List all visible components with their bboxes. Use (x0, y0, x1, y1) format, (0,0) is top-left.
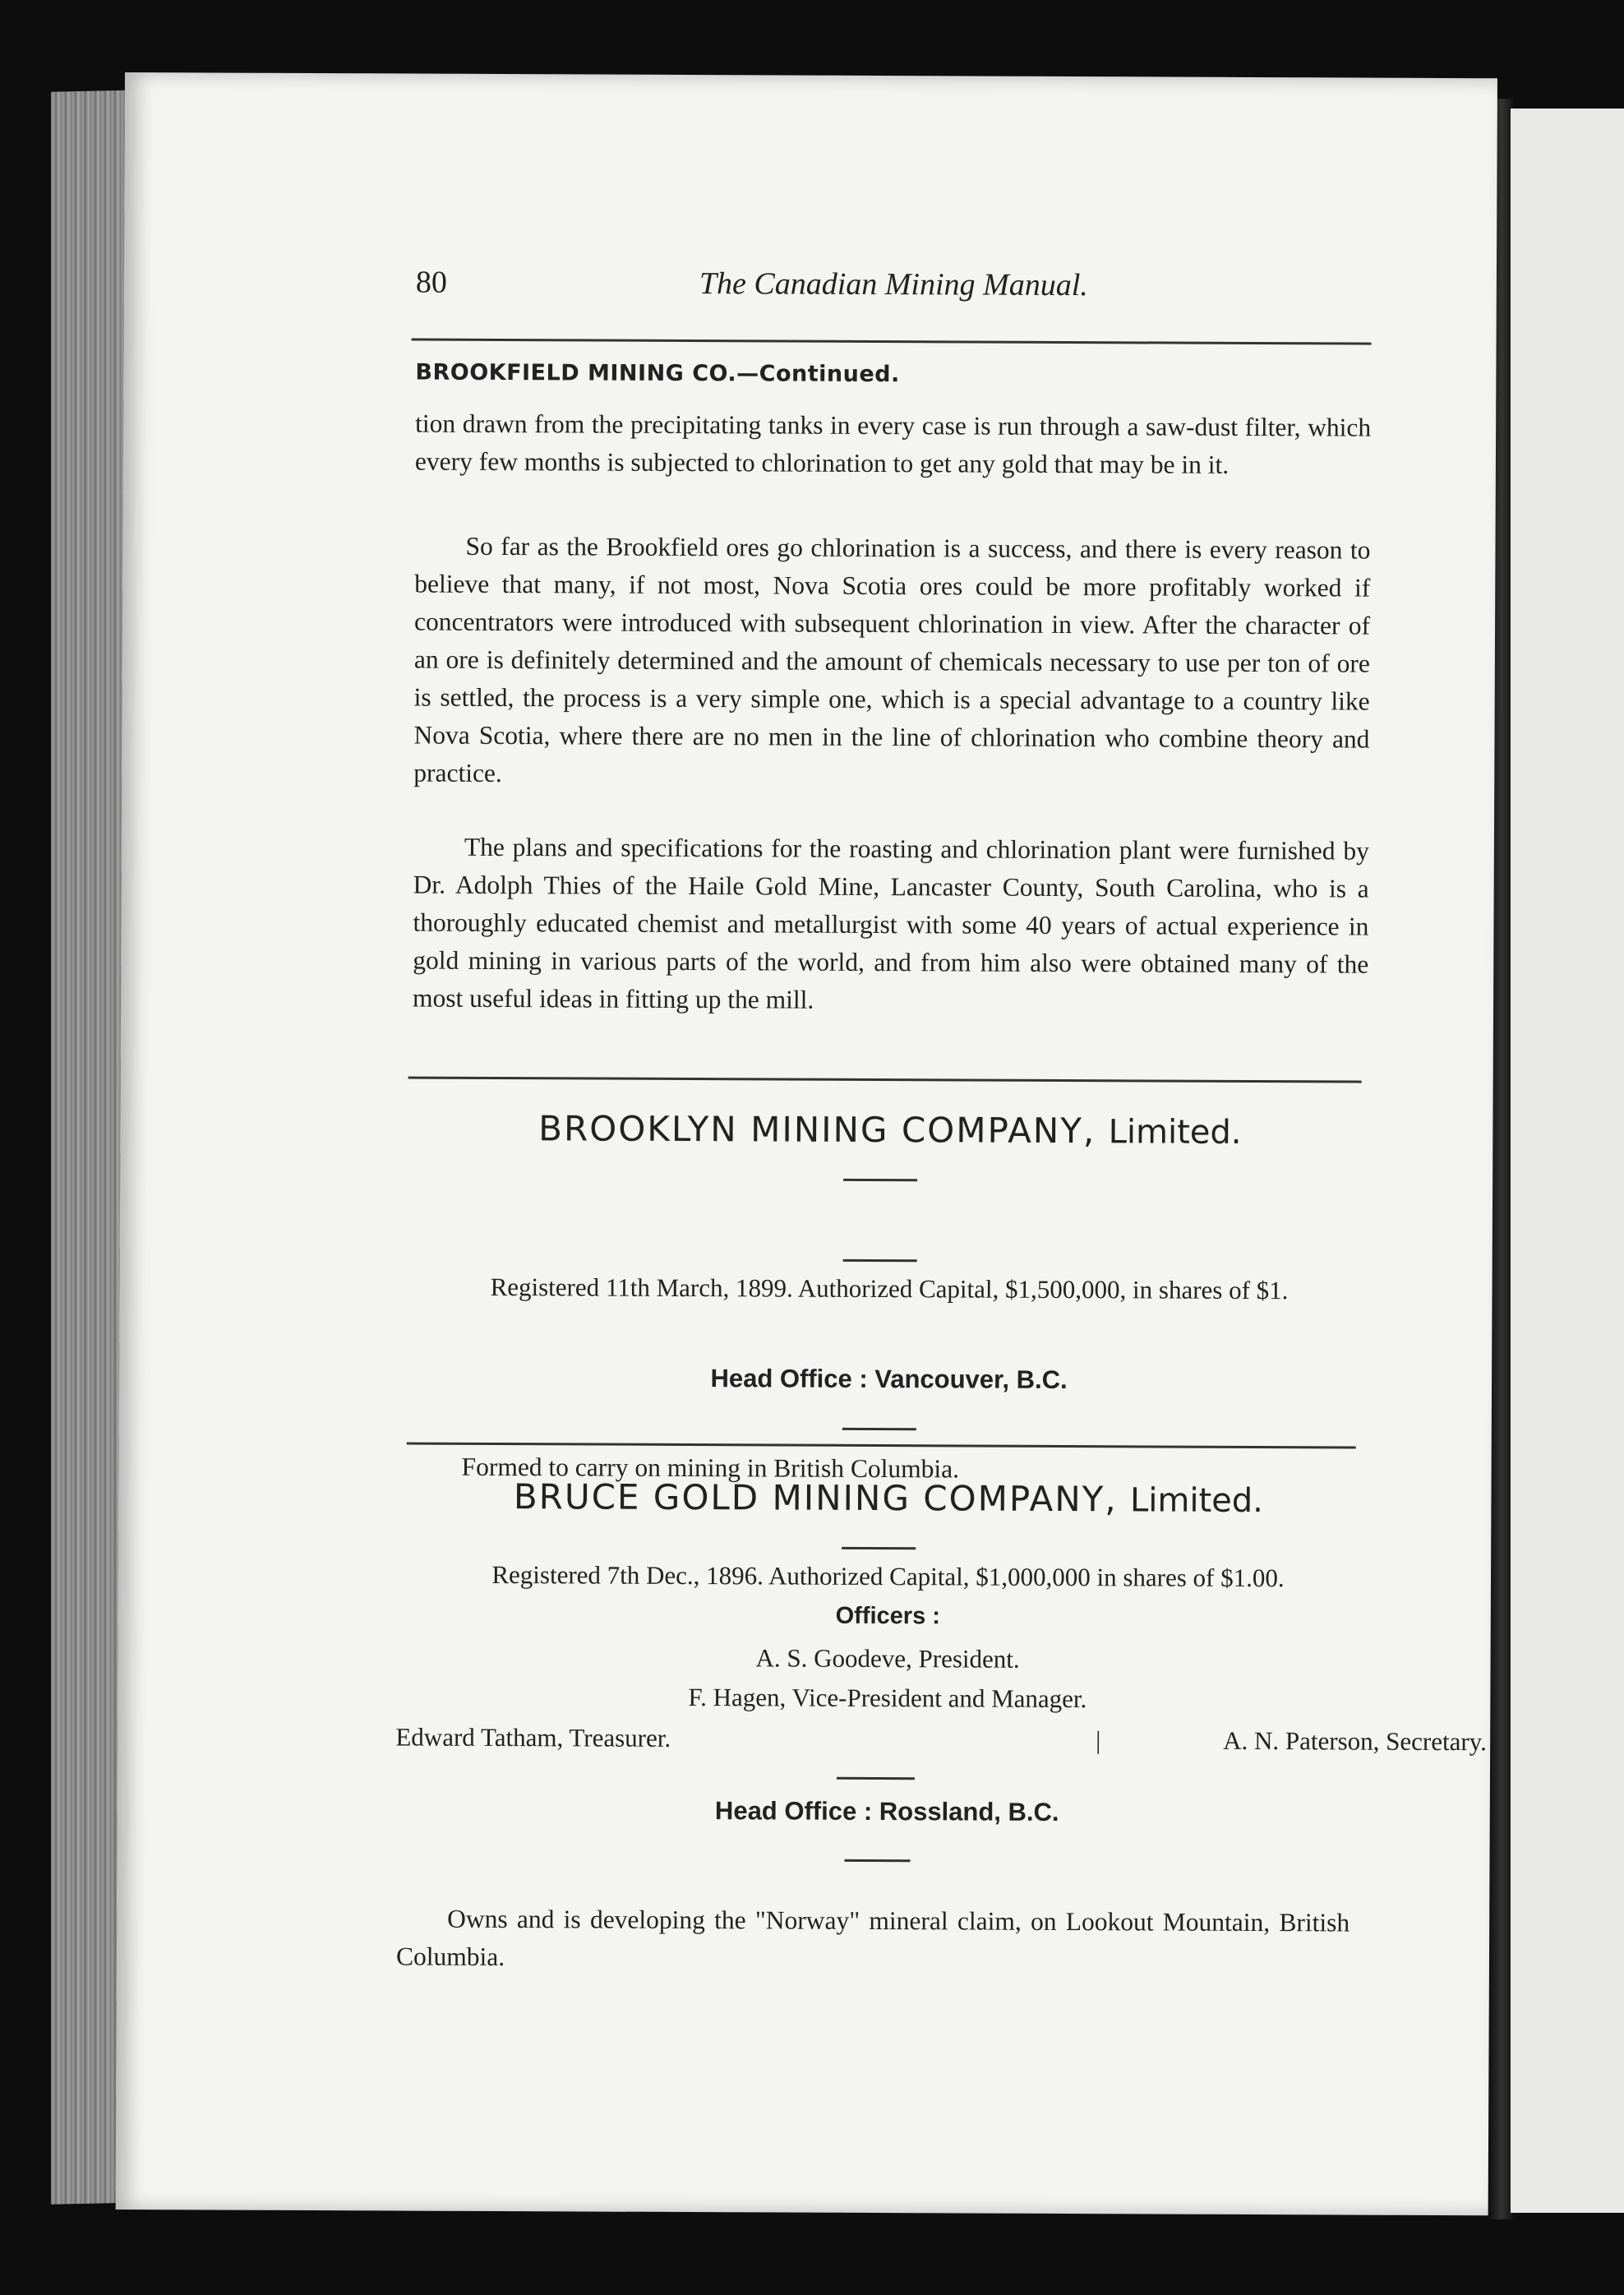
bruce-head-office: Head Office : Rossland, B.C. (714, 1796, 1059, 1826)
brooklyn-company-title (412, 1108, 1368, 1152)
bruce-registration: Registered 7th Dec., 1896. Authorized Capital, $1,000,000 in shares of $1.00. (491, 1559, 1285, 1593)
continued-heading: BROOKFIELD MINING CO.—Continued. (415, 359, 900, 388)
page-header (416, 265, 1372, 318)
short-divider (845, 1859, 911, 1862)
bruce-officer-vice-president: F. Hagen, Vice-President and Manager. (688, 1683, 1087, 1714)
bruce-officer-treasurer: Edward Tatham, Treasurer. (395, 1722, 671, 1752)
paragraph-2: So far as the Brookfield ores go chlorination is a success, and there is every reason to believe that many, if not most, Nova Scotia ores could be more profitably worked if concentrators were introduced with subsequent chlorination in view. After the character of an ore is definitely determined and the amount of chemicals necessary to use per ton of ore is settled, the process is a very simple one, which is a special advantage to a country like Nova Scotia, where there are no men in the line of chlorination who combine theory and practice. (413, 531, 1371, 788)
bruce-description: Owns and is developing the "Norway" mineral claim, on Lookout Mountain, British Columbia. (395, 1904, 1350, 1972)
bruce-officers-row (395, 1722, 1488, 1757)
brooklyn-description: Formed to carry on mining in British Columbia. (461, 1452, 960, 1484)
short-divider (843, 1259, 917, 1262)
running-title: The Canadian Mining Manual. (699, 266, 1088, 303)
short-divider (837, 1777, 915, 1780)
officer-separator: | (1096, 1725, 1101, 1755)
bruce-officers-heading: Officers : (835, 1602, 941, 1630)
bruce-company-title (410, 1476, 1366, 1521)
short-divider (842, 1428, 916, 1430)
brooklyn-company-name: BROOKLYN MINING COMPANY, (538, 1108, 1096, 1152)
page-number: 80 (415, 265, 447, 300)
brooklyn-registration: Registered 11th March, 1899. Authorized Capital, $1,500,000, in shares of $1. (490, 1272, 1289, 1305)
bruce-officer-president: A. S. Goodeve, President. (755, 1643, 1020, 1674)
bruce-company-name: BRUCE GOLD MINING COMPANY, (513, 1476, 1118, 1520)
brooklyn-company-suffix: Limited. (1108, 1113, 1242, 1152)
short-divider (842, 1547, 916, 1549)
paragraph-3: The plans and specifications for the roasting and chlorination plant were furnished by Dr. Adolph Thies of the Haile Gold Mine, Lancaster County, South Carolina, who is a thoroughly educated chemist and metallurgist with some 40 years of actual experience in gold mining in various parts of the world, and from him also were obtained many of the most useful ideas in fitting up the mill. (413, 832, 1369, 1014)
bruce-company-suffix: Limited. (1129, 1481, 1264, 1521)
section-divider (408, 1077, 1362, 1083)
paragraph-1: tion drawn from the precipitating tanks in every case is run through a saw-dust filter, which every few months is subjected to chlorination to get any gold that may be in it. (414, 409, 1372, 479)
book-page (116, 72, 1497, 2215)
bruce-officer-secretary: A. N. Paterson, Secretary. (1223, 1725, 1488, 1757)
facing-page (1511, 109, 1624, 2213)
short-divider (843, 1179, 917, 1181)
brooklyn-head-office: Head Office : Vancouver, B.C. (710, 1364, 1068, 1395)
header-rule (412, 339, 1372, 345)
